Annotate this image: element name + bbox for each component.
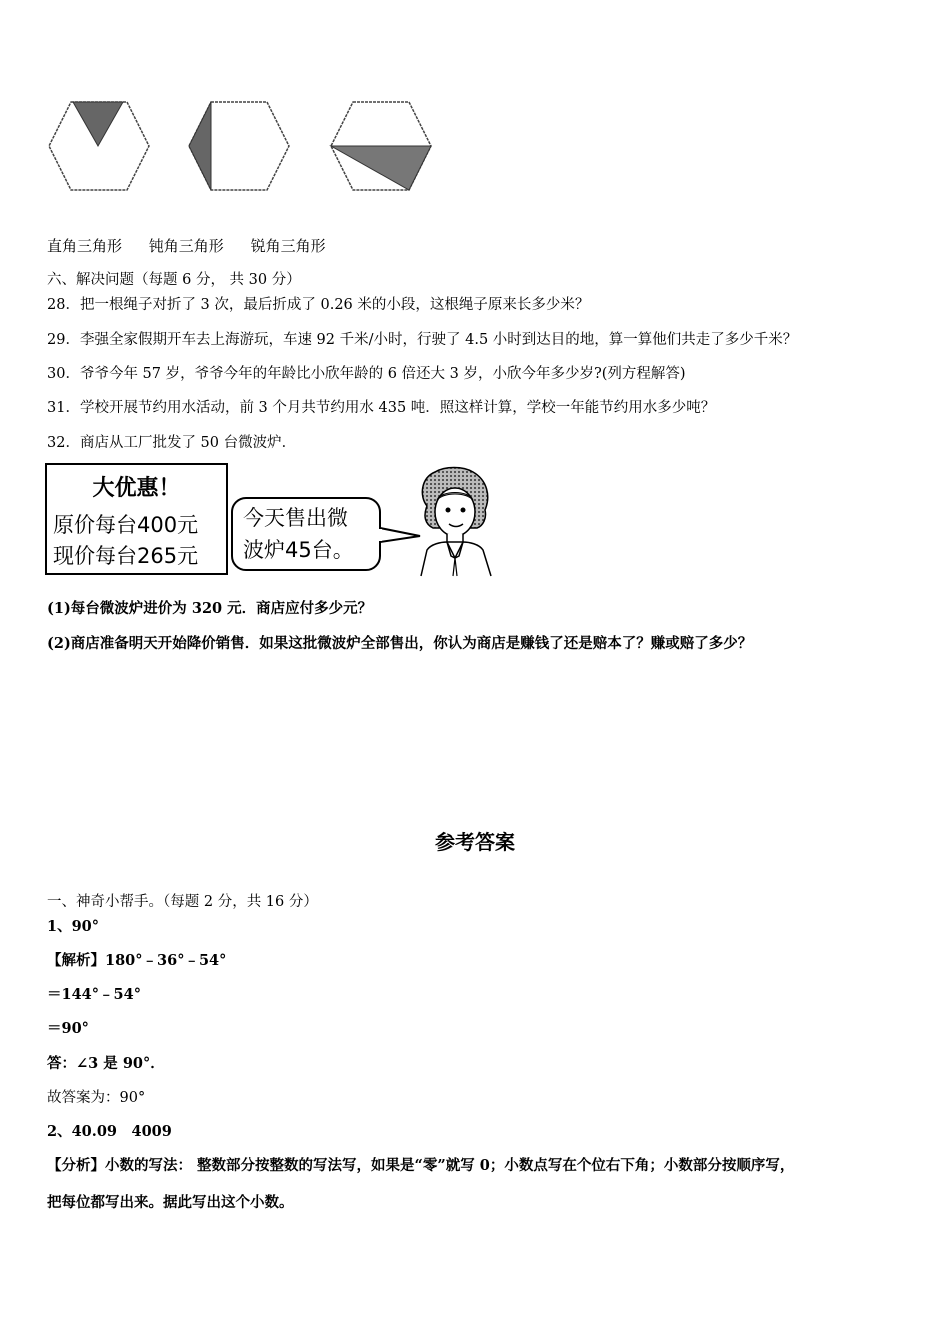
shopkeeper-illustration [413,466,497,582]
question-32-part-2: (2)商店准备明天开始降价销售．如果这批微波炉全部售出，你认为商店是赚钱了还是赔本了？赚或赔了多少？ [47,635,753,652]
answer-1: 1、90° [47,918,100,935]
speech-line-2: 波炉45台。 [243,538,354,562]
question-32-part-1: (1)每台微波炉进价为 320 元．商店应付多少元？ [47,600,373,617]
promo-original-price: 原价每台400元 [53,513,199,537]
answer-2: 2、40.09 4009 [47,1123,172,1140]
answer-1-statement: 答：∠3 是 90°． [47,1055,165,1072]
answer-1-final: 故答案为：90° [47,1090,146,1106]
label-acute-triangle: 锐角三角形 [250,237,326,255]
answers-title: 参考答案 [435,830,515,854]
promo-title: 大优惠！ [92,476,181,501]
question-28: 28．把一根绳子对折了 3 次，最后折成了 0.26 米的小段，这根绳子原来长多少米？ [47,297,590,313]
answer-2-analysis: 【分析】小数的写法： 整数部分按整数的写法写，如果是“零”就写 0；小数点写在个位右下角；小数部分按顺序写， [47,1157,795,1174]
question-31: 31．学校开展节约用水活动，前 3 个月共节约用水 435 吨．照这样计算，学校一年能节约用水多少吨？ [47,400,716,416]
shape-labels [47,235,348,256]
promo-current-price: 现价每台265元 [53,544,199,568]
hexagon-figure-3 [329,100,433,192]
answer-1-step-1: ＝144°﹣54° [47,986,141,1003]
speech-line-1: 今天售出微 [243,506,348,530]
label-obtuse-triangle: 钝角三角形 [148,237,224,255]
section6-heading: 六、解决问题（每题 6 分， 共 30 分） [47,272,301,288]
answer-1-step-2: ＝90° [47,1020,89,1037]
hexagon-figure-1 [47,100,151,192]
answer-2-analysis-continued: 把每位都写出来。据此写出这个小数。 [47,1194,294,1211]
question-30: 30．爷爷今年 57 岁，爷爷今年的年龄比小欣年龄的 6 倍还大 3 岁，小欣今年多少岁?(列方程解答) [47,366,686,382]
answers-section-1-heading: 一、神奇小帮手。（每题 2 分，共 16 分） [47,894,318,910]
question-32: 32．商店从工厂批发了 50 台微波炉． [47,435,297,451]
answer-1-analysis: 【解析】180°﹣36°﹣54° [47,952,227,969]
promo-sign [45,463,228,575]
label-right-triangle: 直角三角形 [47,237,123,255]
hexagon-figure-2 [187,100,291,192]
question-29: 29．李强全家假期开车去上海游玩，车速 92 千米/小时，行驶了 4.5 小时到达目的地，算一算他们共走了多少千米？ [47,332,798,348]
